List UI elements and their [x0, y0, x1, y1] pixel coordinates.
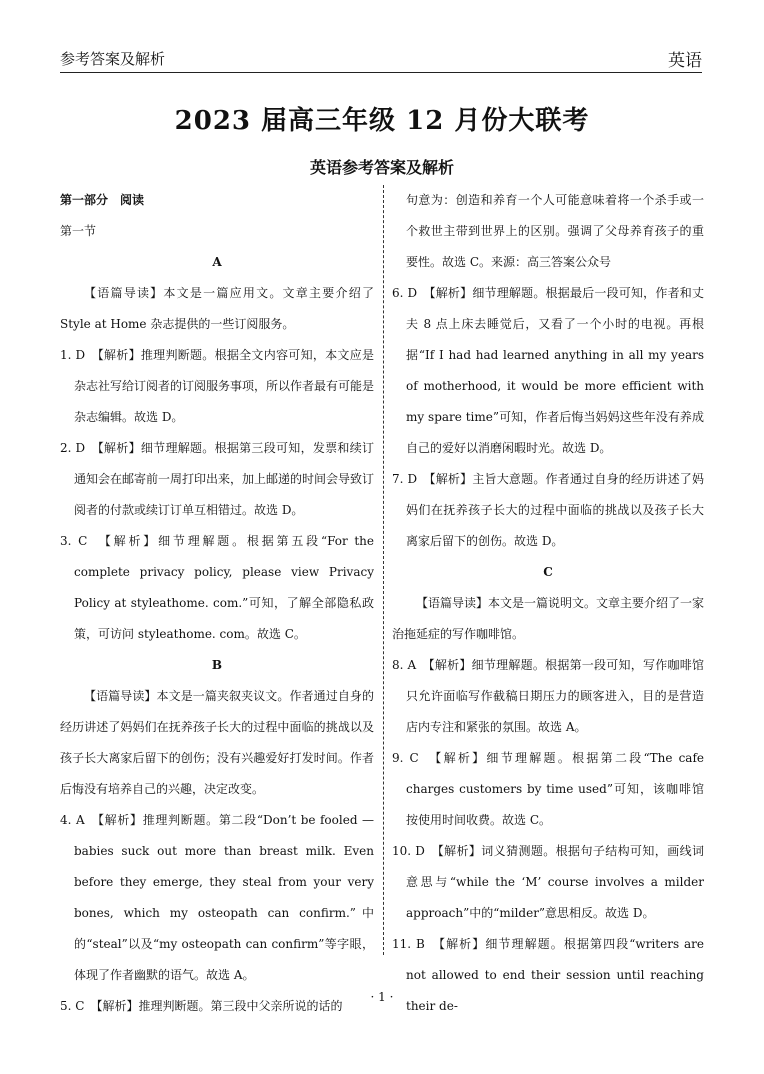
answer-item-10: 10. D 【解析】词义猜测题。根据句子结构可知，画线词意思与“while the ‘M’ course involves a milder approach”中的“milder”意思相反。故选 D。	[392, 844, 704, 920]
subsection-heading: 第一节	[60, 224, 97, 238]
passage-label-a: A	[212, 255, 222, 269]
column-divider	[383, 185, 384, 955]
right-column	[392, 185, 704, 1022]
passage-label-b: B	[211, 658, 223, 672]
answer-item-5: 5. C 【解析】推理判断题。第三段中父亲所说的话的	[60, 999, 343, 1013]
page-subtitle: 英语参考答案及解析	[309, 158, 454, 177]
answer-item-2: 2. D 【解析】细节理解题。根据第三段可知，发票和续订通知会在邮寄前一周打印出来，加上邮递的时间会导致订阅者的付款或续订订单互相错过。故选 D。	[60, 441, 375, 517]
answer-item-9: 9. C 【解析】细节理解题。根据第二段“The cafe charges customers by time used”可知，该咖啡馆按使用时间收费。故选 C。	[392, 751, 704, 827]
passage-intro-c: 【语篇导读】本文是一篇说明文。文章主要介绍了一家治拖延症的写作咖啡馆。	[392, 596, 705, 641]
answer-item-8: 8. A 【解析】细节理解题。根据第一段可知，写作咖啡馆只允许面临写作截稿日期压力的顾客进入，目的是营造店内专注和紧张的氛围。故选 A。	[392, 658, 704, 734]
left-column	[60, 185, 374, 1022]
header-right: 英语	[668, 51, 702, 71]
page-title: 2023 届高三年级 12 月份大联考	[174, 106, 590, 136]
answer-item-11: 11. B 【解析】细节理解题。根据第四段“writers are not allowed to end their session until reaching their de-	[392, 937, 704, 1013]
answer-item-1: 1. D 【解析】推理判断题。根据全文内容可知，本文应是杂志社写给订阅者的订阅服务事项，所以作者最有可能是杂志编辑。故选 D。	[60, 348, 375, 424]
header-left: 参考答案及解析	[60, 50, 166, 68]
answer-item-7: 7. D 【解析】主旨大意题。作者通过自身的经历讲述了妈妈们在抚养孩子长大的过程中面临的挑战以及孩子长大离家后留下的创伤。故选 D。	[392, 472, 704, 548]
page-header	[60, 44, 702, 73]
passage-label-c: C	[543, 565, 553, 579]
answer-item-5-continued: 句意为：创造和养育一个人可能意味着将一个杀手或一个救世主带到世界上的区别。强调了父母养育孩子的重要性。故选 C。来源：高三答案公众号	[406, 193, 704, 269]
answer-item-4: 4. A 【解析】推理判断题。第二段“Don’t be fooled — babies suck out more than breast milk. Even before they emerge, they steal from your very bones, which my osteopath can confirm.”中的“steal”以及“my osteopath can confirm”等字眼，体现了作者幽默的语气。故选 A。	[60, 813, 374, 982]
page-number: · 1 ·	[370, 990, 394, 1004]
answer-item-6: 6. D 【解析】细节理解题。根据最后一段可知，作者和丈夫 8 点上床去睡觉后，又看了一个小时的电视。再根据“If I had had learned anything in all my years of motherhood, it would be more efficient with my spare time”可知，作者后悔当妈妈这些年没有养成自己的爱好以消磨闲暇时光。故选 D。	[392, 286, 704, 455]
passage-intro-b: 【语篇导读】本文是一篇夹叙夹议文。作者通过自身的经历讲述了妈妈们在抚养孩子长大的过程中面临的挑战以及孩子长大离家后留下的创伤；没有兴趣爱好打发时间。作者后悔没有培养自己的兴趣，决定改变。	[60, 689, 374, 796]
answer-item-3: 3. C 【解析】细节理解题。根据第五段“For the complete privacy policy, please view Privacy Policy at styleathome. com.”可知，了解全部隐私政策，可访问 styleathome. com。故选 C。	[60, 534, 374, 641]
passage-intro-a: 【语篇导读】本文是一篇应用文。文章主要介绍了 Style at Home 杂志提供的一些订阅服务。	[60, 286, 374, 331]
section-heading: 第一部分 阅读	[60, 193, 145, 207]
